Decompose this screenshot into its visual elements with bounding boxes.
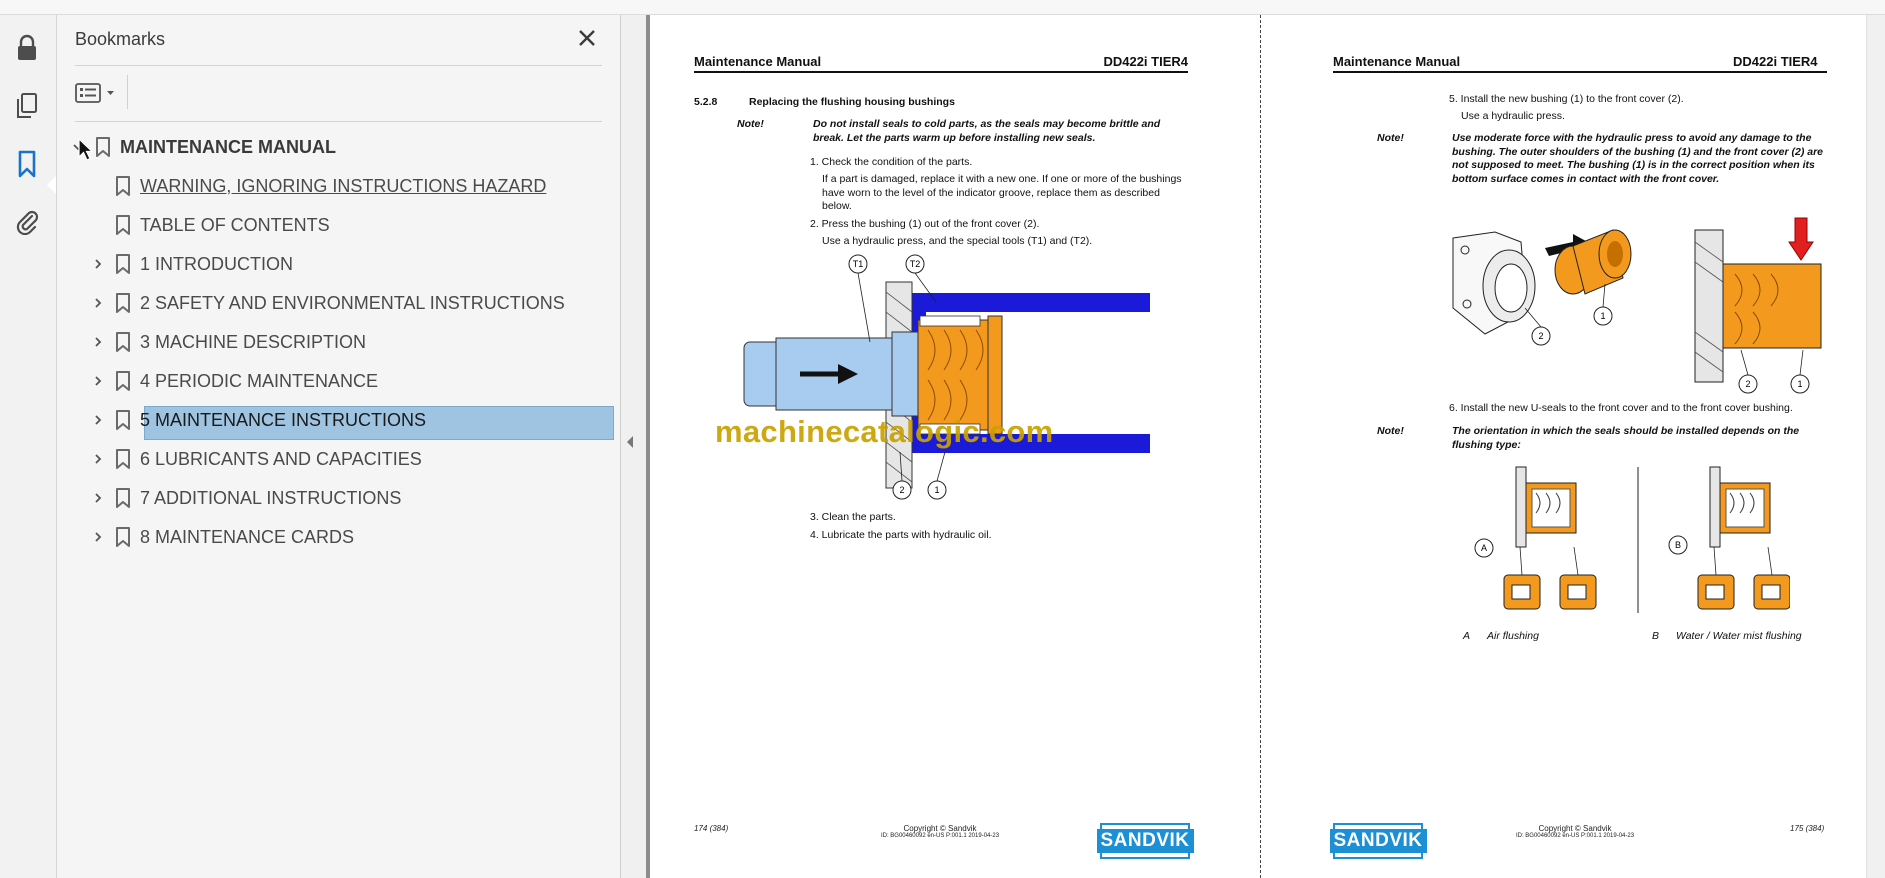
bookmark-item[interactable] (88, 443, 422, 475)
step-6: 6. Install the new U-seals to the front cover and to the front cover bushing. (1449, 402, 1793, 414)
bookmark-label: 3 MACHINE DESCRIPTION (140, 331, 367, 352)
bookmark-options-icon (75, 83, 101, 103)
close-button[interactable] (572, 23, 602, 53)
bookmark-icon (112, 331, 134, 353)
mouse-cursor-icon (78, 138, 94, 162)
bookmark-item[interactable] (88, 521, 354, 553)
bookmark-item[interactable] (88, 209, 330, 241)
bookmark-item[interactable] (88, 482, 401, 514)
copyright-right: Copyright © Sandvik (1538, 824, 1612, 833)
note-label: Note! (737, 118, 764, 130)
step-4: 4. Lubricate the parts with hydraulic oil. (810, 529, 992, 541)
callout-1: 1 (934, 485, 940, 495)
bookmark-label: WARNING, IGNORING INSTRUCTIONS HAZARD (140, 175, 547, 196)
lock-icon[interactable] (11, 32, 43, 64)
section-number: 5.2.8 (694, 96, 718, 108)
divider (75, 121, 602, 122)
chevron-right-icon[interactable] (88, 371, 108, 391)
chevron-right-icon[interactable] (88, 527, 108, 547)
bookmark-icon (112, 214, 134, 236)
step-1: 1. Check the condition of the parts. (810, 156, 973, 168)
bookmark-label: 7 ADDITIONAL INSTRUCTIONS (140, 487, 402, 508)
chevron-down-icon (106, 90, 115, 96)
spacer (88, 215, 108, 235)
note-text: Do not install seals to cold parts, as the seals may become brittle and break. Let the parts warm up before installing new seals. (813, 118, 1161, 144)
bookmark-label: 1 INTRODUCTION (140, 253, 293, 274)
bookmark-icon (112, 253, 134, 275)
sandvik-logo: SANDVIK (1333, 823, 1423, 859)
step-1-detail: If a part is damaged, replace it with a new one. If one or more of the bushings have worn to the level of the indicator groove, replace them as described below. (822, 173, 1182, 212)
caption-b: Water / Water mist flushing (1676, 630, 1802, 642)
bookmark-label: MAINTENANCE MANUAL (120, 136, 336, 157)
bookmark-options-button[interactable] (75, 79, 123, 107)
page-separator (1260, 15, 1261, 878)
note-text: The orientation in which the seals should be installed depends on the flushing type: (1452, 425, 1800, 451)
svg-text:1: 1 (1600, 311, 1606, 321)
section-title: Replacing the flushing housing bushings (749, 96, 955, 108)
bookmark-item[interactable] (68, 131, 336, 163)
bookmark-item[interactable] (88, 404, 426, 436)
bookmark-icon (112, 526, 134, 548)
bookmark-label: 5 MAINTENANCE INSTRUCTIONS (140, 409, 427, 430)
bushing-install-figure (1445, 212, 1835, 398)
chevron-right-icon[interactable] (88, 449, 108, 469)
bushing-removal-figure (740, 252, 1150, 504)
step-5-detail: Use a hydraulic press. (1461, 110, 1565, 122)
step-5: 5. Install the new bushing (1) to the front cover (2). (1449, 93, 1684, 105)
bookmark-icon (112, 292, 134, 314)
chevron-right-icon[interactable] (88, 410, 108, 430)
step-2-detail: Use a hydraulic press, and the special tools (T1) and (T2). (822, 235, 1093, 247)
page-number-left: 174 (384) (694, 824, 729, 833)
collapse-panel-button[interactable] (624, 434, 636, 455)
page-header-left: Maintenance Manual (1333, 54, 1461, 69)
bookmark-label: TABLE OF CONTENTS (140, 214, 330, 235)
doc-id-left: ID: BG00460092 en-US P:001.1 2019-04-23 (880, 833, 1000, 839)
collapse-left-icon (624, 434, 636, 450)
step-3: 3. Clean the parts. (810, 511, 896, 523)
bookmark-item[interactable] (88, 248, 293, 280)
bookmark-label: 6 LUBRICANTS AND CAPACITIES (140, 448, 422, 469)
callout-2: 2 (899, 485, 905, 495)
spacer (88, 176, 108, 196)
top-toolbar (0, 0, 1885, 15)
divider (75, 65, 602, 66)
bookmark-icon (112, 448, 134, 470)
chevron-right-icon[interactable] (88, 488, 108, 508)
svg-text:A: A (1480, 543, 1488, 553)
bookmark-icon (112, 175, 134, 197)
svg-text:2: 2 (1538, 331, 1544, 341)
attachment-icon[interactable] (11, 205, 43, 237)
bookmark-icon (112, 487, 134, 509)
sandvik-logo: SANDVIK (1100, 823, 1190, 859)
note-text: Use moderate force with the hydraulic press to avoid any damage to the bushing. The outer shoulders of the bushing (1) and the front cover (2) are not supposed to meet. The bushing (1) is in the correct position when its bottom surface comes in contact with the front cover. (1452, 132, 1824, 185)
callout-t1: T1 (852, 259, 864, 269)
note-label: Note! (1377, 132, 1404, 144)
active-indicator (47, 176, 56, 194)
panel-title: Bookmarks (75, 29, 166, 49)
chevron-right-icon[interactable] (88, 293, 108, 313)
bookmark-icon (112, 409, 134, 431)
toolbar-divider (127, 75, 128, 109)
svg-text:1: 1 (1797, 379, 1803, 389)
bookmark-item[interactable] (88, 365, 378, 397)
header-rule (694, 71, 1188, 73)
watermark: machinecatalogic.com (715, 414, 1054, 449)
seal-orientation-figure (1470, 463, 1790, 623)
page-header-right: DD422i TIER4 (1103, 54, 1188, 69)
bookmark-icon[interactable] (11, 148, 43, 180)
callout-t2: T2 (909, 259, 921, 269)
caption-a-letter: A (1463, 630, 1471, 642)
page-number-right: 175 (384) (1790, 824, 1825, 833)
caption-a: Air flushing (1487, 630, 1539, 642)
copyright-left: Copyright © Sandvik (903, 824, 977, 833)
bookmark-icon (112, 370, 134, 392)
caption-b-letter: B (1652, 630, 1660, 642)
bookmark-label: 2 SAFETY AND ENVIRONMENTAL INSTRUCTIONS (140, 292, 565, 313)
chevron-right-icon[interactable] (88, 332, 108, 352)
page-header-right: DD422i TIER4 (1733, 54, 1818, 69)
svg-text:2: 2 (1745, 379, 1751, 389)
bookmark-label: 4 PERIODIC MAINTENANCE (140, 370, 379, 391)
pages-icon[interactable] (11, 90, 43, 122)
bookmark-icon (92, 136, 114, 158)
chevron-right-icon[interactable] (88, 254, 108, 274)
vertical-scrollbar[interactable] (1866, 15, 1885, 878)
header-rule (1333, 71, 1827, 73)
bookmark-item[interactable] (88, 326, 366, 358)
step-2: 2. Press the bushing (1) out of the front cover (2). (810, 218, 1040, 230)
close-icon (578, 29, 596, 47)
page-header-left: Maintenance Manual (694, 54, 822, 69)
bookmark-item[interactable] (88, 287, 565, 319)
svg-text:B: B (1674, 540, 1682, 550)
note-label: Note! (1377, 425, 1404, 437)
bookmark-label: 8 MAINTENANCE CARDS (140, 526, 355, 547)
doc-id-right: ID: BG00460092 en-US P:001.1 2019-04-23 (1515, 833, 1635, 839)
navigation-rail (0, 15, 57, 878)
bookmark-item[interactable] (88, 170, 546, 202)
